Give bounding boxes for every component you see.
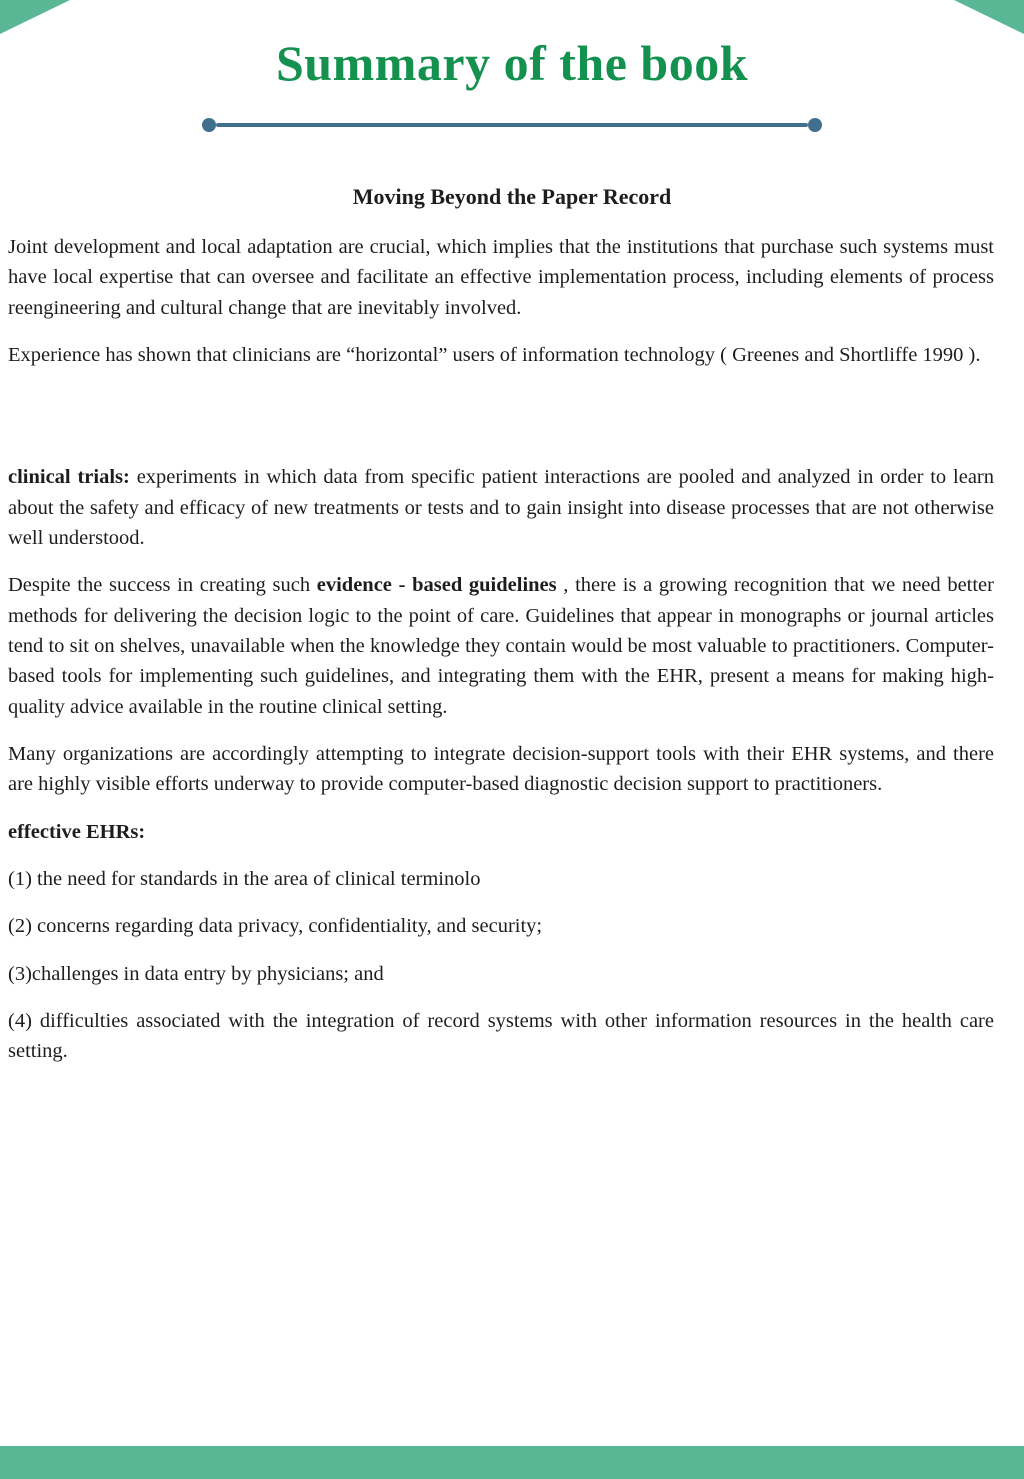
body-text: (4) difficulties associated with the integration of record systems with other information resources in the health care setting. [8,1009,994,1063]
divider-left-dot [202,118,216,132]
footer-bar [0,1446,1024,1479]
body-text: Experience has shown that clinicians are “horizontal” users of information technology ( Greenes and Shortliffe 1990 ). [8,343,981,366]
body-text: Joint development and local adaptation are crucial, which implies that the institutions that purchase such systems must have local expertise that can oversee and facilitate an effective implementation process, including elements of process reengineering and cultural change that are inevitably involved. [8,236,994,319]
body-text: (3)challenges in data entry by physicians; and [8,962,384,985]
divider-line [216,123,808,127]
paragraph [8,739,994,800]
body-text: (1) the need for standards in the area of clinical terminolo [8,867,481,890]
paragraph [8,462,994,553]
paragraph [8,340,994,370]
body-text: (2) concerns regarding data privacy, confidentiality, and security; [8,915,543,938]
bold-text: clinical trials: [8,466,137,489]
bold-text: effective EHRs: [8,820,146,843]
paragraph [8,911,994,941]
paragraph [8,570,994,722]
body-content [0,232,1024,1067]
paragraph [8,1006,994,1067]
page-title: Summary of the book [275,35,749,91]
paragraph [8,864,994,894]
body-text: experiments in which data from specific patient interactions are pooled and analyzed in order to learn about the safety and efficacy of new treatments or tests and to gain insight into disease processes that are not otherwise well understood. [8,466,994,549]
paragraph [8,817,994,847]
divider-right-dot [808,118,822,132]
top-right-corner-accent [954,0,1024,34]
top-left-corner-accent [0,0,70,34]
body-text: Many organizations are accordingly attempting to integrate decision-support tools with their EHR systems, and there are highly visible efforts underway to provide computer-based diagnostic decision support to practitioners. [8,742,994,796]
paragraph [8,959,994,989]
body-text: Despite the success in creating such [8,574,317,597]
body-text: , there is a growing recognition that we need better methods for delivering the decision logic to the point of care. Guidelines that appear in monographs or journal articles tend to sit on shelves, unavailable when the knowledge they contain would be most valuable to practitioners. Computer-based tools for implementing such guidelines, and integrating them with the EHR, present a means for making high-quality advice available in the routine clinical setting. [8,574,994,718]
title-divider [202,118,822,132]
section-subtitle: Moving Beyond the Paper Record [352,184,672,209]
bold-text: evidence - based guidelines [316,574,557,597]
paragraph [8,232,994,323]
